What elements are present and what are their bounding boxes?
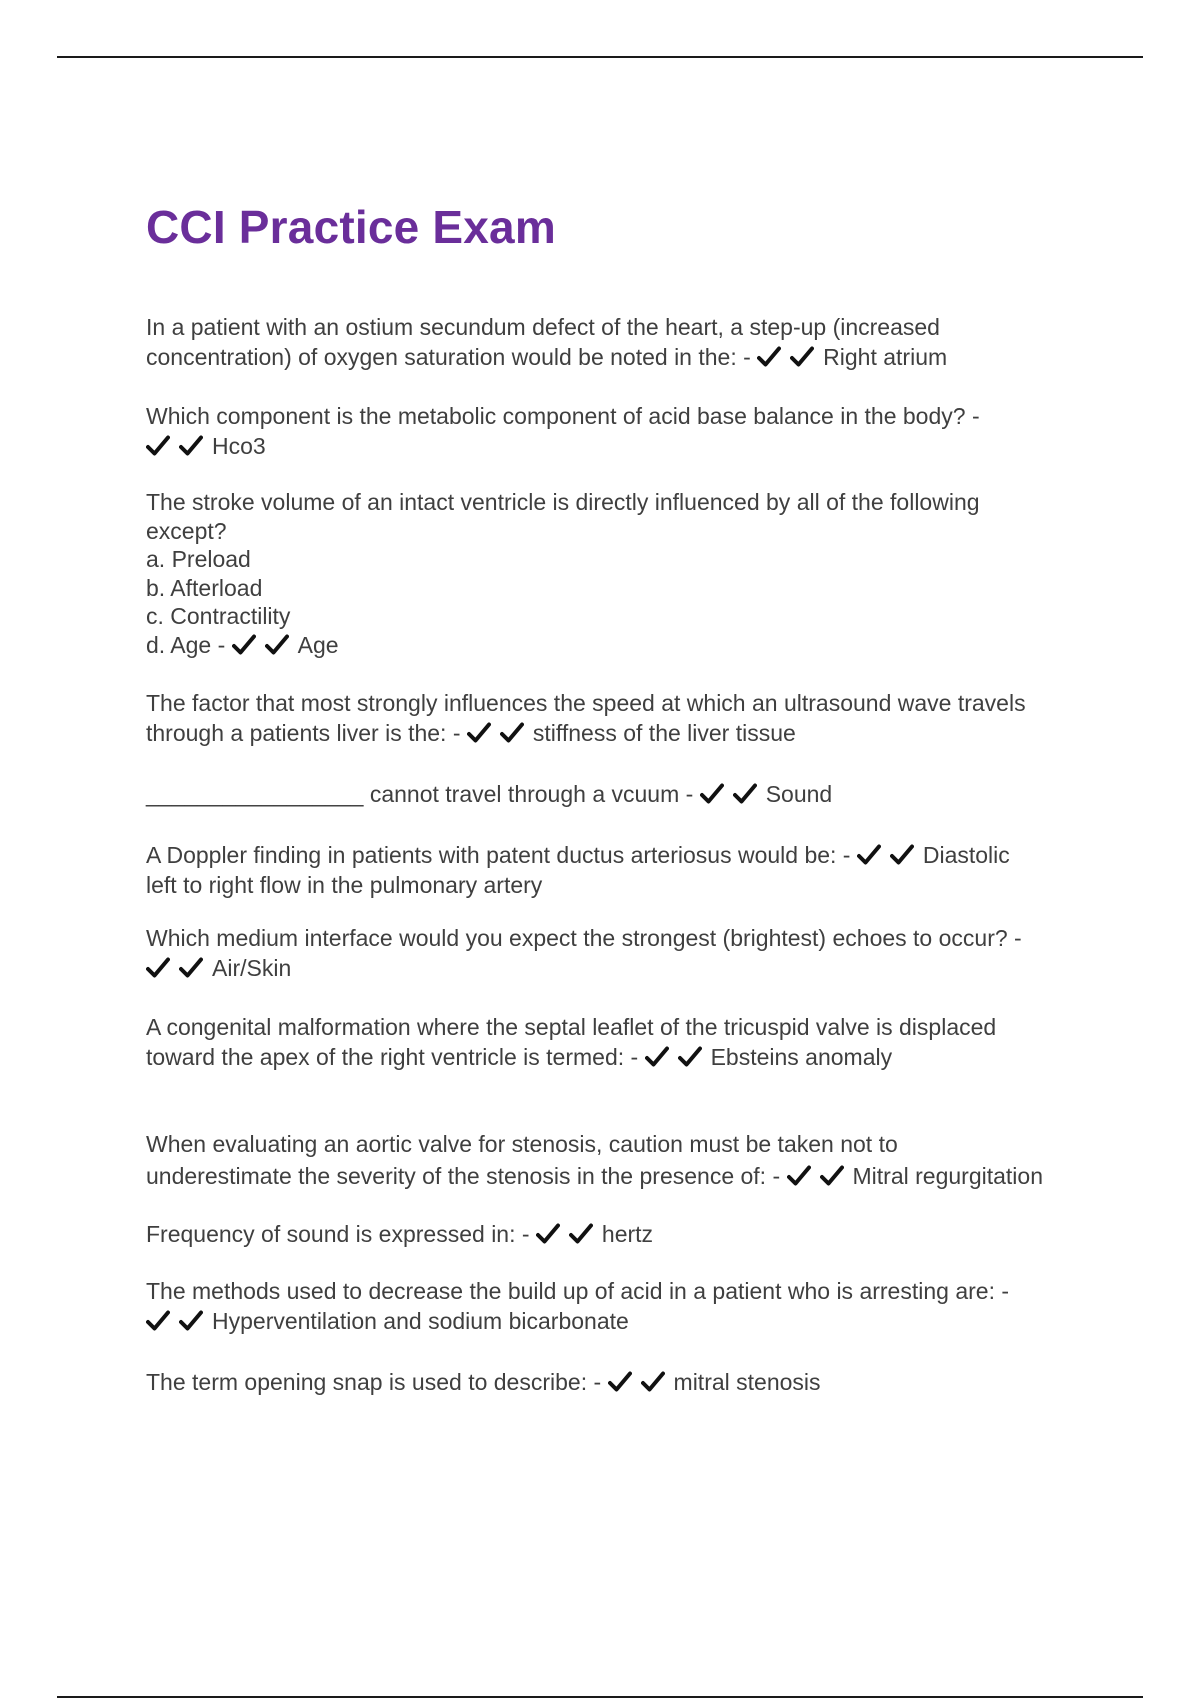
check-icon xyxy=(757,346,781,368)
check-icon xyxy=(641,1371,665,1393)
answer-text: Mitral regurgitation xyxy=(852,1163,1043,1189)
qa-item xyxy=(146,1367,1096,1397)
option-line: a. Preload xyxy=(146,546,251,572)
check-icon xyxy=(179,435,203,457)
check-icon xyxy=(146,1310,170,1332)
check-icon xyxy=(787,1165,811,1187)
page-title: CCI Practice Exam xyxy=(146,201,556,253)
question-line xyxy=(146,1160,1096,1192)
qa-item xyxy=(146,1128,1096,1192)
check-icon xyxy=(569,1223,593,1245)
check-icon xyxy=(678,1046,702,1068)
question-line: The stroke volume of an intact ventricle is directly influenced by all of the following xyxy=(146,489,980,515)
answer-text: Hco3 xyxy=(212,433,266,459)
option-line xyxy=(146,631,1096,660)
check-icon xyxy=(146,435,170,457)
check-icon xyxy=(700,783,724,805)
qa-item xyxy=(146,401,1096,461)
check-icon xyxy=(820,1165,844,1187)
question-text: The term opening snap is used to describe: - xyxy=(146,1369,608,1395)
qa-item xyxy=(146,688,1096,748)
question-text: _________________ cannot travel through a vcuum - xyxy=(146,781,700,807)
question-line xyxy=(146,342,1096,372)
qa-item xyxy=(146,312,1096,372)
question-line xyxy=(146,840,1096,870)
check-icon xyxy=(265,634,289,656)
check-icon xyxy=(179,1310,203,1332)
qa-item xyxy=(146,488,1096,659)
question-text: underestimate the severity of the stenosis in the presence of: - xyxy=(146,1163,787,1189)
top-rule xyxy=(57,56,1143,58)
question-line xyxy=(146,1306,1096,1336)
question-line: The methods used to decrease the build up of acid in a patient who is arresting are: - xyxy=(146,1278,1010,1304)
check-icon xyxy=(146,957,170,979)
check-icon xyxy=(790,346,814,368)
answer-continuation: left to right flow in the pulmonary artery xyxy=(146,872,543,898)
question-line: When evaluating an aortic valve for stenosis, caution must be taken not to xyxy=(146,1131,898,1157)
question-line: Which component is the metabolic component of acid base balance in the body? - xyxy=(146,403,980,429)
question-text: toward the apex of the right ventricle is termed: - xyxy=(146,1044,645,1070)
question-line xyxy=(146,953,1096,983)
question-text: concentration) of oxygen saturation would be noted in the: - xyxy=(146,344,758,370)
check-icon xyxy=(890,844,914,866)
qa-item xyxy=(146,779,1096,809)
question-line xyxy=(146,779,1096,809)
question-text: d. Age - xyxy=(146,631,232,658)
check-icon xyxy=(500,722,524,744)
check-icon xyxy=(179,957,203,979)
question-line xyxy=(146,431,1096,461)
check-icon xyxy=(467,722,491,744)
question-text: Frequency of sound is expressed in: - xyxy=(146,1221,536,1247)
answer-text: Ebsteins anomaly xyxy=(710,1044,893,1070)
answer-text: hertz xyxy=(601,1221,654,1247)
answer-text: mitral stenosis xyxy=(673,1369,821,1395)
question-line xyxy=(146,1219,1096,1249)
question-line: A congenital malformation where the septal leaflet of the tricuspid valve is displaced xyxy=(146,1014,997,1040)
answer-text: Diastolic xyxy=(922,842,1010,868)
bottom-rule xyxy=(57,1696,1143,1698)
question-line: The factor that most strongly influences the speed at which an ultrasound wave travels xyxy=(146,690,1026,716)
check-icon xyxy=(536,1223,560,1245)
option-line: b. Afterload xyxy=(146,574,263,601)
question-text: A Doppler finding in patients with patent ductus arteriosus would be: - xyxy=(146,842,857,868)
answer-text: Air/Skin xyxy=(212,955,292,981)
qa-item xyxy=(146,840,1096,900)
qa-item xyxy=(146,1012,1096,1072)
answer-text: Sound xyxy=(765,781,833,807)
question-line: In a patient with an ostium secundum defect of the heart, a step-up (increased xyxy=(146,314,940,340)
check-icon xyxy=(645,1046,669,1068)
question-text: through a patients liver is the: - xyxy=(146,720,467,746)
answer-text: Hyperventilation and sodium bicarbonate xyxy=(212,1308,629,1334)
question-line: Which medium interface would you expect the strongest (brightest) echoes to occur? - xyxy=(146,925,1022,951)
answer-text: stiffness of the liver tissue xyxy=(532,720,796,746)
answer-text: Right atrium xyxy=(823,344,948,370)
qa-item xyxy=(146,923,1096,983)
check-icon xyxy=(608,1371,632,1393)
option-line: c. Contractility xyxy=(146,603,291,629)
question-line: except? xyxy=(146,517,227,544)
question-line xyxy=(146,1042,1096,1072)
qa-item xyxy=(146,1276,1096,1336)
answer-text: Age xyxy=(297,631,339,658)
check-icon xyxy=(733,783,757,805)
question-line xyxy=(146,718,1096,748)
check-icon xyxy=(857,844,881,866)
qa-item xyxy=(146,1219,1096,1249)
question-line xyxy=(146,1367,1096,1397)
check-icon xyxy=(232,634,256,656)
